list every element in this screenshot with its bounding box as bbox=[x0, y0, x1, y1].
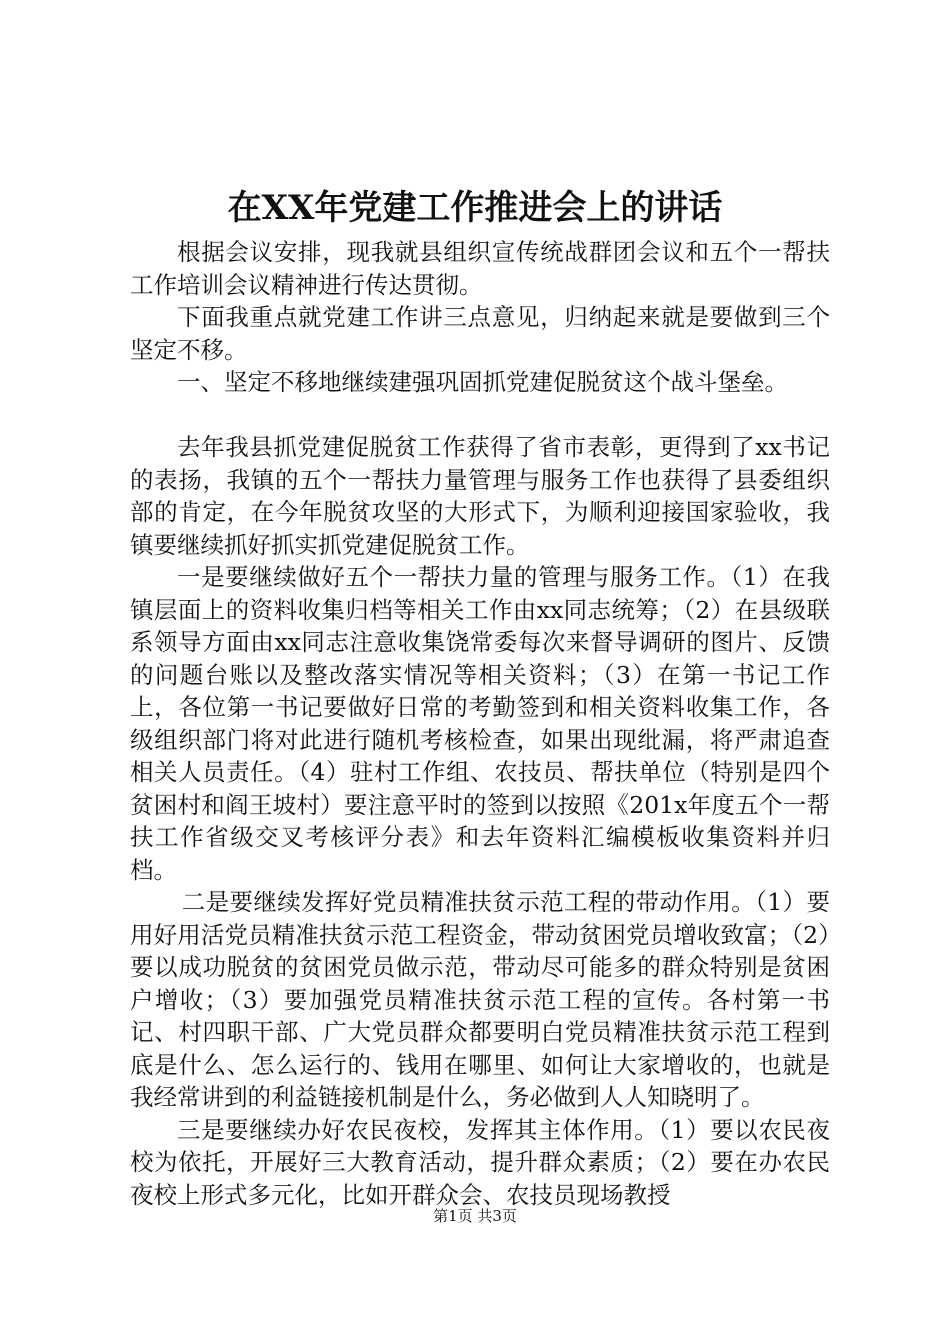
paragraph-last-year: 去年我县抓党建促脱贫工作获得了省市表彰，更得到了xx书记的表扬，我镇的五个一帮扶力量管理与服务工作也获得了县委组织部的肯定，在今年脱贫攻坚的大形式下，为顺利迎接国家验收，我镇要继续抓好抓实抓党建促脱贫工作。 bbox=[130, 433, 830, 559]
paragraph-point-3: 三是要继续办好农民夜校，发挥其主体作用。（1）要以农民夜校为依托，开展好三大教育活动，提升群众素质；（2）要在办农民夜校上形式多元化，比如开群众会、农技员现场教授 bbox=[130, 1115, 830, 1209]
section-heading-1: 一、坚定不移地继续建强巩固抓党建促脱贫这个战斗堡垒。 bbox=[177, 368, 788, 396]
page-footer: 第1页 共3页 bbox=[433, 1207, 517, 1225]
paragraph-point-2: 二是要继续发挥好党员精准扶贫示范工程的带动作用。（1）要用好用活党员精准扶贫示范工程资金，带动贫困党员增收致富；（2）要以成功脱贫的贫困党员做示范，带动尽可能多的群众特别是贫困户增收；（3）要加强党员精准扶贫示范工程的宣传。各村第一书记、村四职干部、广大党员群众都要明白党员精准扶贫示范工程到底是什么、怎么运行的、钱用在哪里、如何让大家增收的，也就是我经常讲到的利益链接机制是什么，务必做到人人知晓明了。 bbox=[130, 888, 830, 1111]
document-body bbox=[130, 236, 830, 1211]
paragraph-overview: 下面我重点就党建工作讲三点意见，归纳起来就是要做到三个坚定不移。 bbox=[130, 303, 830, 364]
document-title: 在XX年党建工作推进会上的讲话 bbox=[227, 188, 723, 228]
paragraph-intro: 根据会议安排，现我就县组织宣传统战群团会议和五个一帮扶工作培训会议精神进行传达贯彻。 bbox=[130, 238, 830, 299]
paragraph-point-1: 一是要继续做好五个一帮扶力量的管理与服务工作。（1）在我镇层面上的资料收集归档等相关工作由xx同志统筹；（2）在县级联系领导方面由xx同志注意收集饶常委每次来督导调研的图片、反馈的问题台账以及整改落实情况等相关资料；（3）在第一书记工作上，各位第一书记要做好日常的考勤签到和相关资料收集工作，各级组织部门将对此进行随机考核检查，如果出现纰漏，将严肃追查相关人员责任。（4）驻村工作组、农技员、帮扶单位（特别是四个贫困村和阎王坡村）要注意平时的签到以按照《201x年度五个一帮扶工作省级交叉考核评分表》和去年资料汇编模板收集资料并归档。 bbox=[130, 563, 830, 884]
